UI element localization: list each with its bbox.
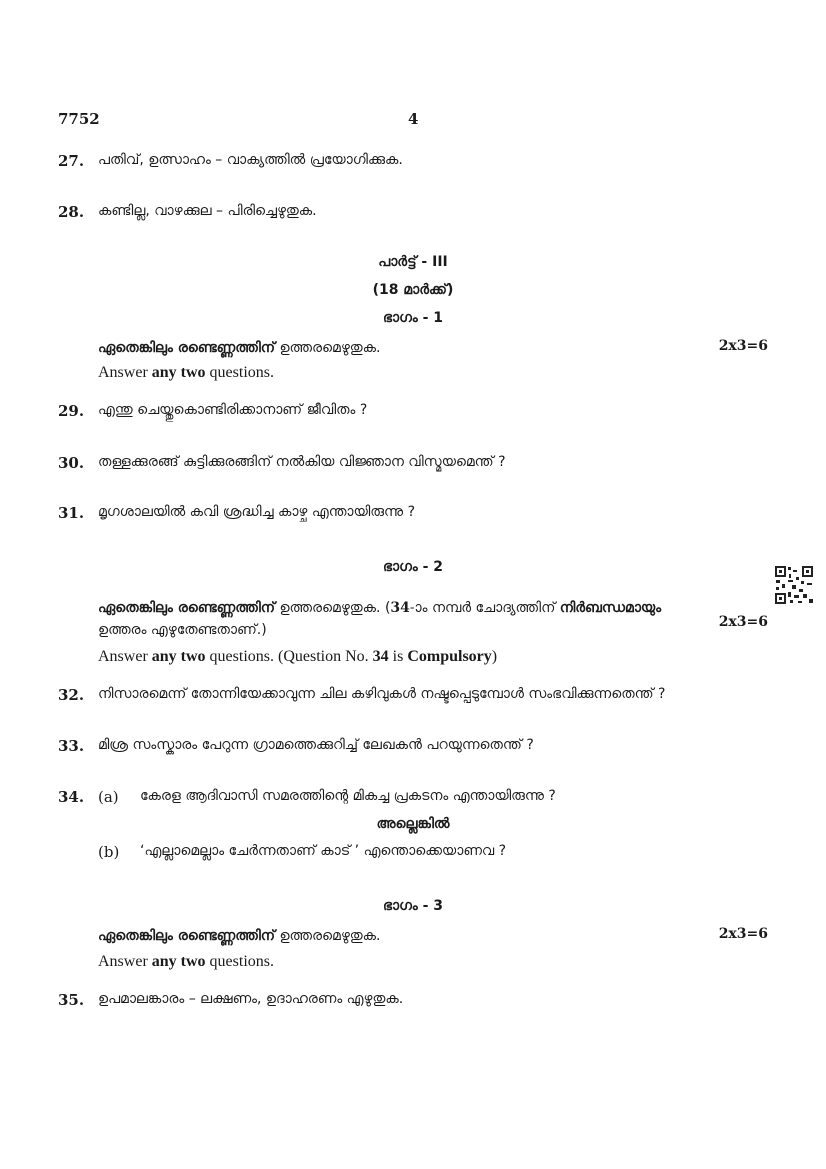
instruction-text: questions. xyxy=(205,364,274,381)
qr-code-icon xyxy=(774,565,814,605)
instruction-bold: ഏതെങ്കിലും രണ്ടെണ്ണത്തിന് xyxy=(98,340,276,356)
question-number: 32. xyxy=(58,686,85,704)
question-text: പതിവ്, ഉത്സാഹം – വാക്യത്തിൽ പ്രയോഗിക്കുക. xyxy=(98,152,403,168)
question-number: 29. xyxy=(58,402,85,420)
section-3-english-instruction xyxy=(98,953,768,971)
question-number: 34. xyxy=(58,788,85,806)
or-separator: അല്ലെങ്കിൽ xyxy=(376,816,450,832)
question-number: 27. xyxy=(58,152,85,170)
instruction-bold: any two xyxy=(151,648,206,665)
question-text: തള്ളക്കുരങ്ങ് കുട്ടിക്കുരങ്ങിന് നൽകിയ വിജ്ഞാന വിസ്മയമെന്ത് ? xyxy=(98,454,506,470)
part-title: പാർട്ട് - III xyxy=(378,254,448,270)
instruction-bold: 34 xyxy=(372,648,389,665)
question-text: നിസാരമെന്ന് തോന്നിയേക്കാവുന്ന ചില കഴിവുകൾ നഷ്ടപ്പെടുമ്പോൾ സംഭവിക്കുന്നതെന്ത് ? xyxy=(98,686,666,702)
section-marks: 2x3=6 xyxy=(718,338,768,354)
instruction-text: ഉത്തരമെഴുതുക. ( xyxy=(275,600,391,616)
instruction-text: Answer xyxy=(98,953,152,970)
instruction-text: -ാം നമ്പർ ചോദ്യത്തിന് xyxy=(409,600,560,616)
question-paper-code: 7752 xyxy=(58,110,100,128)
question-text: കണ്ടില്ല, വാഴക്കുല – പിരിച്ചെഴുതുക. xyxy=(98,203,317,219)
section-2-instruction xyxy=(98,597,768,641)
question-text: മൃഗശാലയിൽ കവി ശ്രദ്ധിച്ച കാഴ്ച എന്തായിരുന്നു ? xyxy=(98,504,416,520)
option-a-label: (a) xyxy=(98,788,119,806)
section-3-instruction xyxy=(98,926,768,944)
instruction-bold: ഏതെങ്കിലും രണ്ടെണ്ണത്തിന് xyxy=(98,928,276,944)
section-2-title: ഭാഗം - 2 xyxy=(382,559,443,575)
instruction-text: Answer xyxy=(98,648,152,665)
question-text: എന്തു ചെയ്തുകൊണ്ടിരിക്കാനാണ് ജീവിതം ? xyxy=(98,402,368,418)
question-text: മിശ്ര സംസ്കാരം പേറുന്ന ഗ്രാമത്തെക്കുറിച്ച് ലേഖകൻ പറയുന്നതെന്ത് ? xyxy=(98,737,534,753)
instruction-bold: Compulsory xyxy=(407,648,492,665)
section-marks: 2x3=6 xyxy=(718,614,768,630)
section-3-title: ഭാഗം - 3 xyxy=(382,898,443,914)
instruction-bold: ഏതെങ്കിലും രണ്ടെണ്ണത്തിന് xyxy=(98,600,276,616)
option-b-label: (b) xyxy=(98,843,120,861)
section-1-instruction xyxy=(98,338,768,356)
question-number: 31. xyxy=(58,504,85,522)
instruction-text: ഉത്തരമെഴുതുക. xyxy=(275,340,381,356)
instruction-text: is xyxy=(388,648,408,665)
option-a-text: കേരള ആദിവാസി സമരത്തിന്റെ മികച്ച പ്രകടനം എന്തായിരുന്നു ? xyxy=(140,788,556,804)
instruction-text: Answer xyxy=(98,364,152,381)
part-marks: (18 മാർക്ക്) xyxy=(372,282,454,298)
instruction-text: ഉത്തരം എഴുതേണ്ടതാണ്.) xyxy=(98,622,267,638)
question-number: 35. xyxy=(58,991,85,1009)
page-number: 4 xyxy=(408,110,419,128)
question-number: 33. xyxy=(58,737,85,755)
question-text: ഉപമാലങ്കാരം – ലക്ഷണം, ഉദാഹരണം എഴുതുക. xyxy=(98,991,404,1007)
section-1-english-instruction xyxy=(98,364,768,382)
instruction-bold: any two xyxy=(151,364,206,381)
section-1-title: ഭാഗം - 1 xyxy=(382,310,443,326)
instruction-text: ഉത്തരമെഴുതുക. xyxy=(275,928,381,944)
question-number: 28. xyxy=(58,203,85,221)
instruction-text: questions. (Question No. xyxy=(205,648,373,665)
question-number: 30. xyxy=(58,454,85,472)
section-marks: 2x3=6 xyxy=(718,926,768,942)
instruction-text: questions. xyxy=(205,953,274,970)
option-b-text: ‘എല്ലാമെല്ലാം ചേർന്നതാണ് കാട് ’ എന്തൊക്കെയാണവ ? xyxy=(140,843,507,859)
instruction-bold: നിർബന്ധമായും xyxy=(559,600,662,616)
section-2-english-instruction xyxy=(98,648,768,666)
instruction-text: ) xyxy=(491,648,498,665)
instruction-bold: any two xyxy=(151,953,206,970)
instruction-number: 34 xyxy=(390,600,410,616)
